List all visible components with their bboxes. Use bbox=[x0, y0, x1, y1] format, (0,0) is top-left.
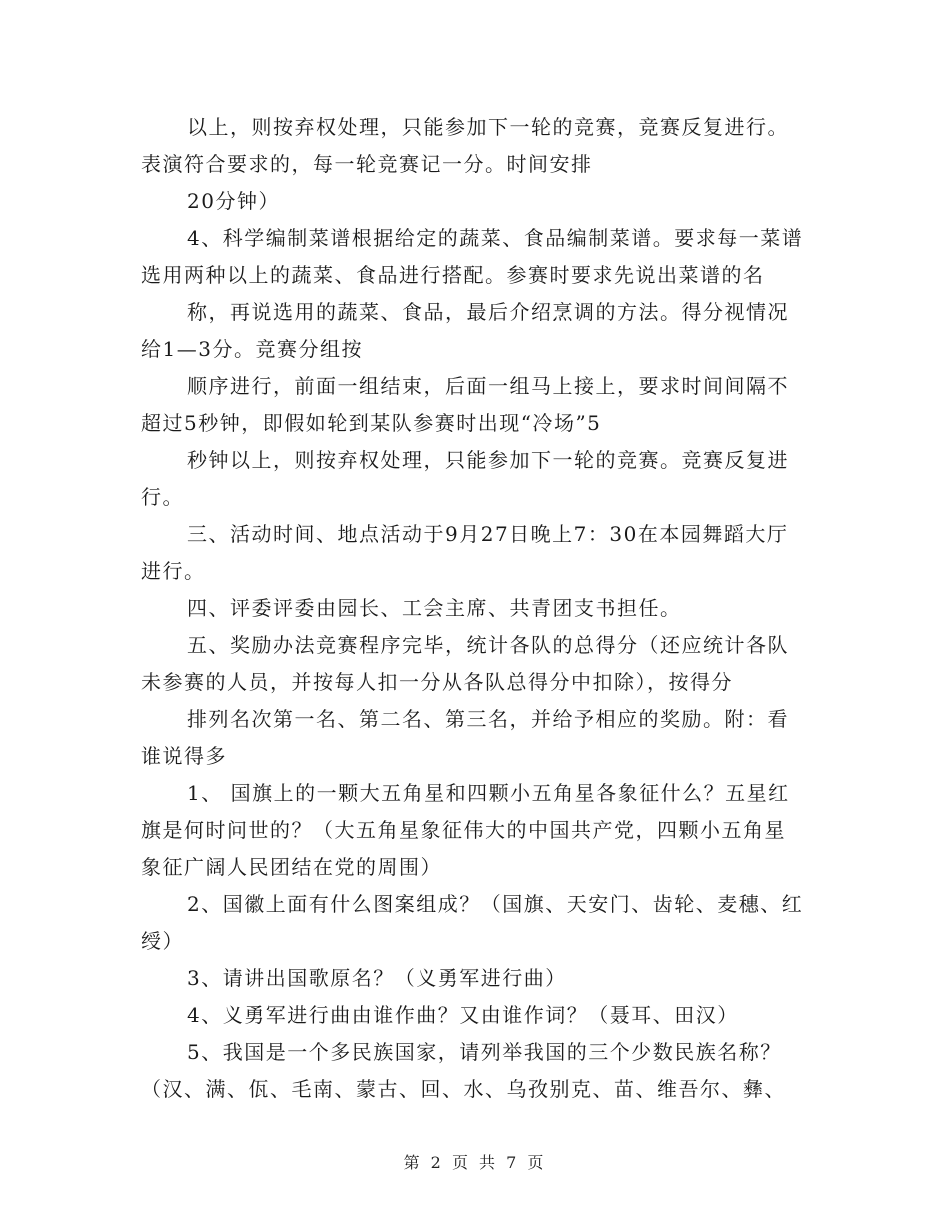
text-line: 秒钟以上，则按弃权处理，只能参加下一轮的竞赛。竞赛反复进 bbox=[187, 448, 789, 472]
text-line: 进行。 bbox=[141, 559, 206, 583]
text-line: 旗是何时问世的？（大五角星象征伟大的中国共产党，四颗小五角星 bbox=[141, 818, 786, 842]
text-line: 顺序进行，前面一组结束，后面一组马上接上，要求时间间隔不 bbox=[187, 374, 789, 398]
text-line: 三、活动时间、地点活动于9月27日晚上7：30在本园舞蹈大厅 bbox=[187, 522, 789, 546]
text-line: 绶） bbox=[141, 929, 184, 953]
text-line: 1、 国旗上的一颗大五角星和四颗小五角星各象征什么？五星红 bbox=[187, 781, 790, 805]
page-number-footer: 第 2 页 共 7 页 bbox=[403, 1153, 547, 1172]
text-line: 四、评委评委由园长、工会主席、共青团支书担任。 bbox=[187, 596, 682, 620]
text-line: 五、奖励办法竞赛程序完毕，统计各队的总得分（还应统计各队 bbox=[187, 633, 789, 657]
text-line: 排列名次第一名、第二名、第三名，并给予相应的奖励。附：看 bbox=[187, 707, 789, 731]
text-line: 选用两种以上的蔬菜、食品进行搭配。参赛时要求先说出菜谱的名 bbox=[141, 263, 765, 287]
text-line: 行。 bbox=[141, 485, 184, 509]
text-line: 未参赛的人员，并按每人扣一分从各队总得分中扣除），按得分 bbox=[141, 670, 733, 694]
text-line: 表演符合要求的，每一轮竞赛记一分。时间安排 bbox=[141, 152, 593, 176]
text-line: 象征广阔人民团结在党的周围） bbox=[141, 855, 442, 879]
text-line: 以上，则按弃权处理，只能参加下一轮的竞赛，竞赛反复进行。 bbox=[187, 115, 789, 139]
text-line: 超过5秒钟，即假如轮到某队参赛时出现“冷场”5 bbox=[141, 411, 602, 435]
text-line: 3、请讲出国歌原名？（义勇军进行曲） bbox=[187, 966, 567, 990]
text-line: 给1—3分。竞赛分组按 bbox=[141, 337, 363, 361]
text-line: 4、科学编制菜谱根据给定的蔬菜、食品编制菜谱。要求每一菜谱 bbox=[187, 226, 804, 250]
text-line: 谁说得多 bbox=[141, 744, 227, 768]
text-line: 4、义勇军进行曲由谁作曲？又由谁作词？（聂耳、田汉） bbox=[187, 1003, 739, 1027]
text-line: 称，再说选用的蔬菜、食品，最后介绍烹调的方法。得分视情况 bbox=[187, 300, 789, 324]
text-line: 20分钟） bbox=[187, 189, 280, 213]
text-line: 5、我国是一个多民族国家，请列举我国的三个少数民族名称？ bbox=[187, 1040, 782, 1064]
text-line: （汉、满、佤、毛南、蒙古、回、水、乌孜别克、苗、维吾尔、彝、 bbox=[141, 1077, 786, 1101]
text-line: 2、国徽上面有什么图案组成？（国旗、天安门、齿轮、麦穗、红 bbox=[187, 892, 804, 916]
